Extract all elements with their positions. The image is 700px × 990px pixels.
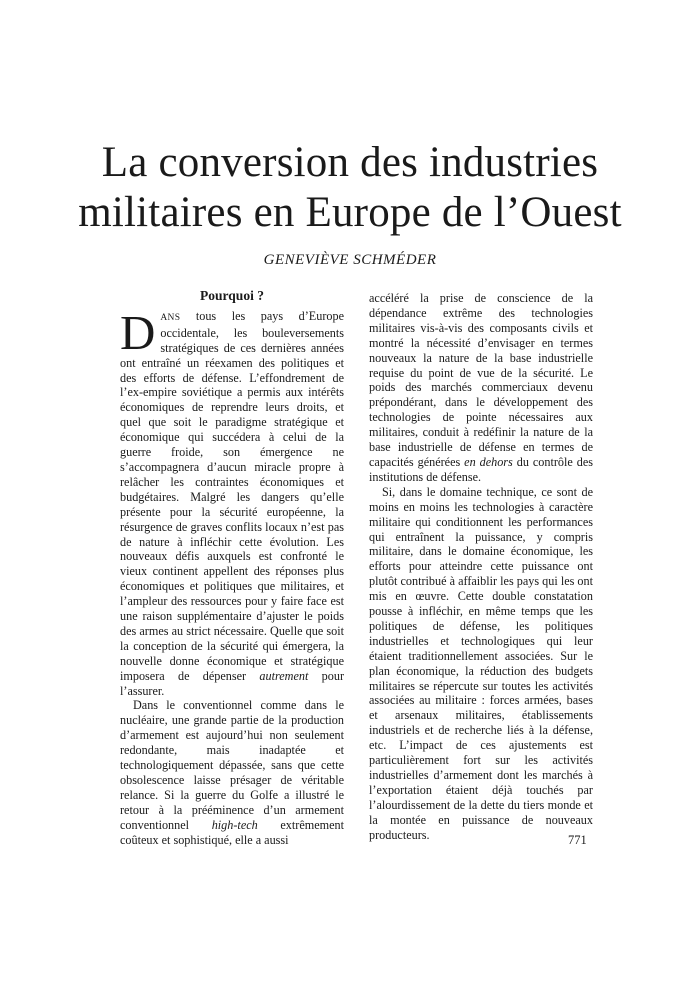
- paragraph-2-end: extrêmement coûteux et sophistiqué, elle a aussi: [120, 817, 344, 847]
- drop-cap: D: [120, 304, 156, 360]
- paragraph-3-end: du contrôle des institutions de défense.: [369, 454, 593, 484]
- paragraph-1-end: pour l’assurer.: [120, 668, 344, 698]
- paragraph-3: [369, 291, 593, 485]
- paragraph-2-emphasis: high-tech: [211, 817, 258, 832]
- paragraph-1-text: tous les pays d’Europe occidentale, les bouleversements stratégiques de ces dernières années ont entraîné un réexamen des politiques et des efforts de défense. L’effondrement de l’ex-empire soviétique a permis aux intérêts économiques de reprendre leurs droits, et quel que soit le paradigme stratégique et économique qui succédera à celui de la guerre froide, son émergence ne s’accompagnera d’aucun miracle propre à relâcher les contraintes économiques et budgétaires. Malgré les dangers qu’elle présente pour la sécurité européenne, la résurgence de graves conflits locaux n’est pas de nature à infléchir cette évolution. Les nouveaux défis auxquels est confronté le vieux continent appellent des réponses plus économiques et politiques que militaires, et l’ampleur des ressources pour y faire face est une raison supplémentaire d’ajuster le poids des armes au strict nécessaire. Quelle que soit la conception de la sécurité qui émergera, la nouvelle donne économique et stratégique imposera de dépenser: [120, 308, 344, 683]
- left-column: [120, 287, 344, 848]
- paragraph-4: Si, dans le domaine technique, ce sont de moins en moins les technologies à caractère militaire qui conditionnent les performances qui entraînent la puissance, y compris militaire, dans le domaine économique, les efforts pour atteindre cette puissance ont plutôt contribué à affaiblir les pays qui les ont mis en œuvre. Cette double constatation pousse à infléchir, en même temps que les politiques de défense, les politiques industrielles et technologiques qui leur étaient traditionnellement associées. Sur le plan économique, la réduction des budgets militaires se répercute sur toutes les activités associées au militaire : forces armées, bases et arsenaux militaires, établissements industriels et de recherche liés à la défense, etc. L’impact de ces ajustements est particulièrement fort sur les activités industrielles d’armement dont les marchés à l’exportation étaient déjà touchés par l’alourdissement de la dette du tiers monde et la montée en puissance de nouveaux producteurs.: [369, 484, 593, 842]
- title-line-2: militaires en Europe de l’Ouest: [78, 189, 622, 236]
- right-column: [369, 291, 593, 843]
- paragraph-3-text: accéléré la prise de conscience de la dépendance extrême des technologies militaires vis-à-vis des composants civils et montré la nécessité d’envisager en termes nouveaux la nature de la base industrielle requise du point de vue de la sécurité. Le poids des marchés commerciaux devenu prépondérant, dans le développement des technologies de pointe nécessaires aux militaires, conduit à redéfinir la nature de la base industrielle de défense en termes de capacités générées: [369, 291, 593, 469]
- paragraph-2: [120, 698, 344, 847]
- dropcap-smallcaps: ANS: [160, 312, 181, 323]
- title-line-1: La conversion des industries: [101, 139, 599, 186]
- paragraph-2-text: Dans le conventionnel comme dans le nucléaire, une grande partie de la production d’armement est aujourd’hui non seulement redondante, mais inadaptée et technologiquement dépassée, sans que cette obsolescence laisse présager de véritable relance. Si la guerre du Golfe a illustré le retour à la prééminence d’un armement conventionnel: [120, 698, 344, 832]
- section-heading: Pourquoi ?: [200, 288, 264, 303]
- paragraph-3-emphasis: en dehors: [464, 454, 513, 469]
- paragraph-1-emphasis: autrement: [259, 668, 309, 683]
- page-number: 771: [568, 833, 587, 847]
- author-name: GENEVIÈVE SCHMÉDER: [263, 252, 437, 268]
- paragraph-1: [120, 304, 344, 699]
- article-title: [60, 138, 640, 238]
